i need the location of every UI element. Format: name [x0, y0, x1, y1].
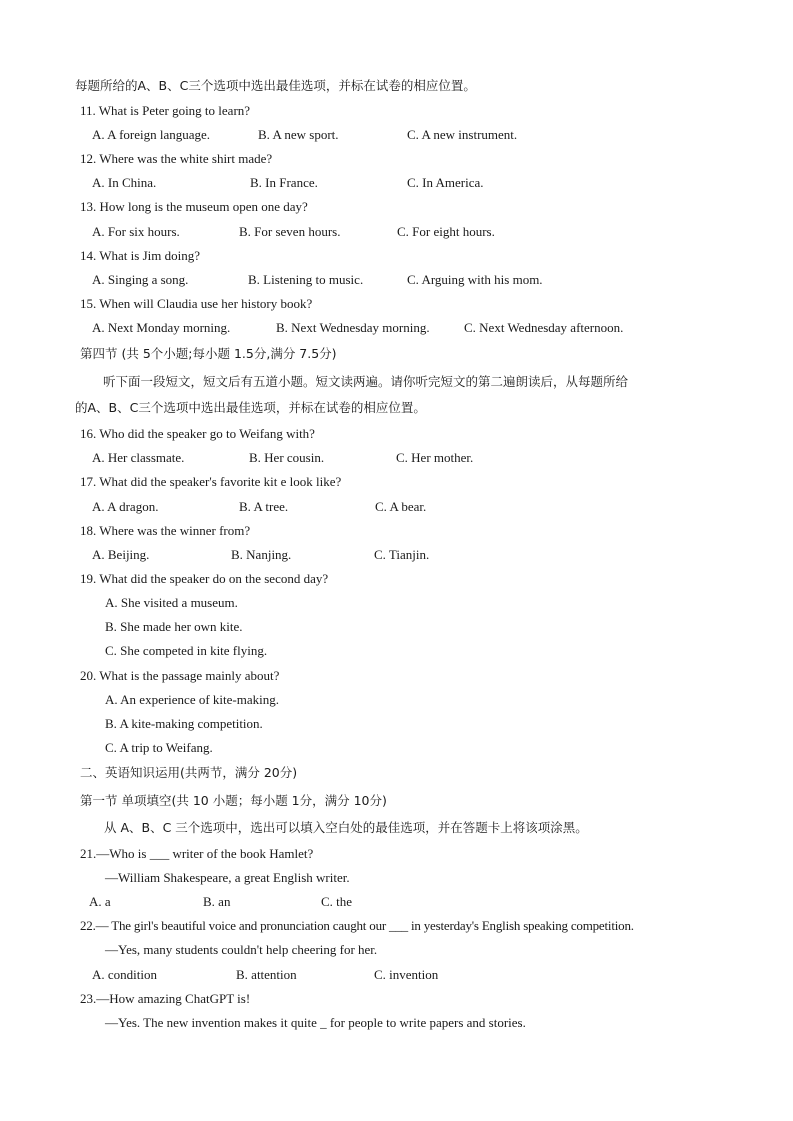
option-b: B. A kite-making competition. [105, 716, 263, 731]
question-16: 16. Who did the speaker go to Weifang with? [80, 426, 315, 441]
question-11: 11. What is Peter going to learn? [80, 103, 251, 118]
question-22: 22.— The girl's beautiful voice and pronunciation caught our ___ in yesterday's English speaking competition. [80, 918, 634, 933]
option-a: A. She visited a museum. [105, 595, 238, 610]
option-a: A. In China. [92, 175, 157, 190]
option-a: A. For six hours. [92, 224, 180, 239]
option-c: C. A trip to Weifang. [105, 740, 213, 755]
option-b: B. For seven hours. [239, 224, 341, 239]
option-b: B. Next Wednesday morning. [276, 320, 430, 335]
option-a: A. Beijing. [92, 547, 150, 562]
option-b: B. She made her own kite. [105, 619, 243, 634]
question-20: 20. What is the passage mainly about? [80, 668, 280, 683]
option-a: A. Her classmate. [92, 450, 185, 465]
option-c: C. In America. [407, 175, 484, 190]
option-a: A. condition [92, 967, 157, 982]
option-c: C. Next Wednesday afternoon. [464, 320, 624, 335]
option-c: C. A new instrument. [407, 127, 518, 142]
instruction-line: 每题所给的A、B、C三个选项中选出最佳选项，并标在试卷的相应位置。 [75, 78, 476, 93]
option-b: B. A new sport. [258, 127, 339, 142]
option-c: C. Her mother. [396, 450, 474, 465]
section-instruction: 从 A、B、C 三个选项中，选出可以填入空白处的最佳选项，并在答题卡上将该项涂黑。 [104, 820, 588, 835]
option-a: A. a [89, 894, 111, 909]
dialogue-reply: —Yes. The new invention makes it quite _ for people to write papers and stories. [105, 1015, 526, 1030]
option-b: B. A tree. [239, 499, 289, 514]
question-15: 15. When will Claudia use her history book? [80, 296, 313, 311]
option-c: C. A bear. [375, 499, 427, 514]
option-c: C. the [321, 894, 353, 909]
option-c: C. For eight hours. [397, 224, 495, 239]
question-19: 19. What did the speaker do on the second day? [80, 571, 329, 586]
question-12: 12. Where was the white shirt made? [80, 151, 273, 166]
option-a: A. Singing a song. [92, 272, 189, 287]
option-b: B. attention [236, 967, 297, 982]
option-c: C. Tianjin. [374, 547, 430, 562]
dialogue-reply: —William Shakespeare, a great English writer. [105, 870, 350, 885]
section-instruction-cont: 的A、B、C三个选项中选出最佳选项，并标在试卷的相应位置。 [75, 400, 426, 415]
part-heading: 二、英语知识运用(共两节，满分 20分) [80, 765, 298, 780]
option-b: B. Listening to music. [248, 272, 364, 287]
option-a: A. Next Monday morning. [92, 320, 231, 335]
dialogue-reply: —Yes, many students couldn't help cheering for her. [105, 942, 378, 957]
question-17: 17. What did the speaker's favorite kit e look like? [80, 474, 342, 489]
section-heading: 第四节 (共 5个小题;每小题 1.5分,满分 7.5分) [80, 346, 337, 361]
option-c: C. Arguing with his mom. [407, 272, 543, 287]
option-c: C. She competed in kite flying. [105, 643, 268, 658]
question-21: 21.—Who is ___ writer of the book Hamlet? [80, 846, 314, 861]
option-a: A. A foreign language. [92, 127, 211, 142]
question-14: 14. What is Jim doing? [80, 248, 201, 263]
option-a: A. A dragon. [92, 499, 159, 514]
option-b: B. an [203, 894, 231, 909]
option-b: B. Nanjing. [231, 547, 292, 562]
option-b: B. Her cousin. [249, 450, 325, 465]
option-a: A. An experience of kite-making. [105, 692, 279, 707]
section-heading: 第一节 单项填空(共 10 小题；每小题 1分，满分 10分) [80, 793, 387, 808]
option-b: B. In France. [250, 175, 318, 190]
option-c: C. invention [374, 967, 439, 982]
question-23: 23.—How amazing ChatGPT is! [80, 991, 251, 1006]
question-18: 18. Where was the winner from? [80, 523, 251, 538]
question-13: 13. How long is the museum open one day? [80, 199, 308, 214]
section-instruction: 听下面一段短文，短文后有五道小题。短文读两遍。请你听完短文的第二遍朗读后，从每题所给 [103, 374, 629, 389]
